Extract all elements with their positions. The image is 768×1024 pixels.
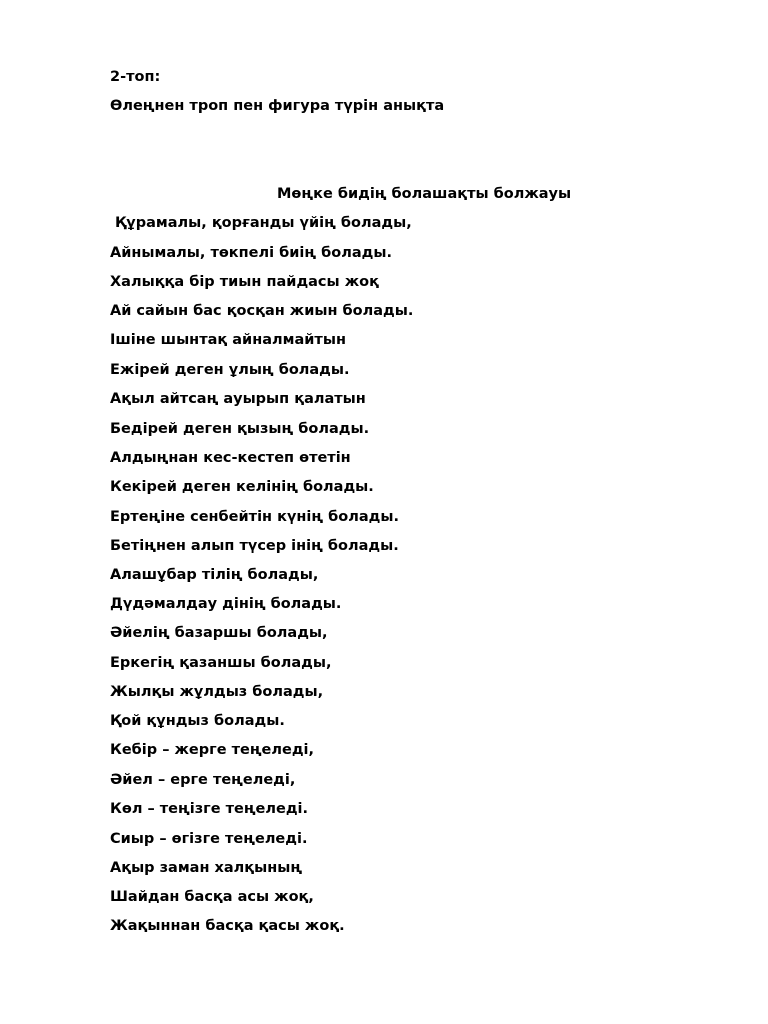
poem-line: Әйел – ерге теңеледі,: [110, 772, 296, 788]
poem-line: Халыққа бір тиын пайдасы жоқ: [110, 274, 379, 290]
poem-line: Құрамалы, қорғанды үйің болады,: [110, 215, 412, 231]
poem-line: Ішіне шынтақ айналмайтын: [110, 332, 346, 348]
poem-line: Айнымалы, төкпелі биің болады.: [110, 245, 392, 261]
poem-line: Қой құндыз болады.: [110, 713, 285, 729]
poem-line: Жақыннан басқа қасы жоқ.: [110, 918, 345, 934]
poem-line: Шайдан басқа асы жоқ,: [110, 889, 314, 905]
poem-line: Ертеңіне сенбейтін күнің болады.: [110, 509, 399, 525]
poem-line: Әйелің базаршы болады,: [110, 625, 328, 641]
poem-line: Жылқы жұлдыз болады,: [110, 684, 324, 700]
poem-line: Дүдәмалдау дінің болады.: [110, 596, 342, 612]
poem-line: Ай сайын бас қосқан жиын болады.: [110, 303, 414, 319]
poem-line: Көл – теңізге теңеледі.: [110, 801, 309, 817]
task-instruction: Өлеңнен троп пен фигура түрін анықта: [110, 98, 445, 114]
poem-line: Бетіңнен алып түсер інің болады.: [110, 538, 399, 554]
poem-line: Ақыр заман халқының: [110, 860, 303, 876]
poem-line: Кекірей деген келінің болады.: [110, 479, 374, 495]
poem-line: Ежірей деген ұлың болады.: [110, 362, 350, 378]
poem-line: Сиыр – өгізге теңеледі.: [110, 831, 308, 847]
poem-line: Кебір – жерге теңеледі,: [110, 742, 315, 758]
poem-line: Алдыңнан кес-кестеп өтетін: [110, 450, 351, 466]
poem-line: Алашұбар тілің болады,: [110, 567, 319, 583]
poem-line: Еркегің қазаншы болады,: [110, 655, 332, 671]
poem-title: Мөңке бидің болашақты болжауы: [277, 186, 572, 202]
poem-line: Ақыл айтсаң ауырып қалатын: [110, 391, 366, 407]
poem-line: Бедірей деген қызың болады.: [110, 421, 370, 437]
group-label: 2-топ:: [110, 69, 161, 85]
